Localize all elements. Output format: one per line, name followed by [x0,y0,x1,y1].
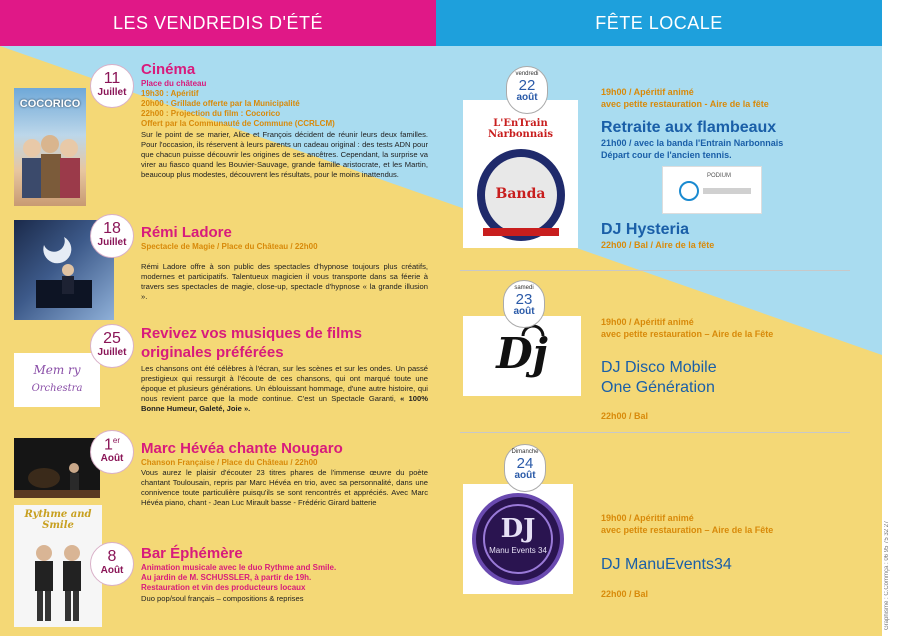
event-title-line-2: originales préférées [141,344,284,361]
date-badge-8-aout [90,542,134,586]
event-description [141,364,428,414]
date-month: août [513,306,535,317]
event-description: Rémi Ladore offre à son public des spectacles d'hypnose toujours plus créatifs, modernes et participatifs. Talentueux magicien il vous transporte dans sa féerie à travers ses spectacles de magie, close-up, spectacle d'hypnose « la grande illusion ». [141,262,428,301]
event-schedule-film: 22h00 : Projection du film : Cocorico [141,109,281,118]
event-aperitif-time: 19h00 / Apéritif animé [601,513,694,523]
date-badge-25-juillet [90,324,134,368]
marc-hevea-photo [14,438,100,498]
event-title-retraite: Retraite aux flambeaux [601,119,777,136]
event-details: Spectacle de Magie / Place du Château / 22h00 [141,242,318,251]
event-description: Vous aurez le plaisir d'écouter 23 titres phares de l'immense œuvre du poète chantant Toulousain, repris par Marc Hévéa en trio, avec sa personnalité, dans une connivence toute particulière puisqu'ils se sont rencontrés et appréciés. Avec Marc Hévéa piano, chant - Jean Luc Mirault basse - Frédéric Girard batterie [141,468,428,507]
dj-badge-title: DJ [500,514,536,544]
date-day: 24 [516,455,534,472]
date-day: 22 [518,77,536,94]
event-schedule-grillade: 20h00 : Grillade offerte par la Municipalité [141,99,300,108]
date-month: août [514,470,536,481]
event-bal-details: 22h00 / Bal [601,589,649,599]
event-title-line-2: One Génération [601,379,715,396]
date-badge-11-juillet [90,64,134,108]
date-day-number: 1 [103,436,113,454]
event-title-dj-hysteria: DJ Hysteria [601,221,690,238]
date-weekday: samedi [514,285,534,291]
rythme-and-smile-photo [14,505,102,627]
dj-badge-subtitle: Manu Events 34 [489,546,547,555]
event-retraite-departure: Départ cour de l'ancien tennis. [601,150,732,160]
event-aperitif-time: 19h00 / Apéritif animé [601,317,694,327]
date-badge-18-juillet [90,214,134,258]
poster-title: Rythme and Smile [24,509,92,531]
date-month: Juillet [97,347,127,358]
event-details-line-2: Au jardin de M. SCHUSSLER, à partir de 19h. [141,573,312,582]
date-badge-24-aout [504,444,546,492]
poster-people-illustration [14,88,86,206]
podium-logo [662,166,762,214]
date-day: 18 [103,220,121,237]
date-month: Juillet [97,87,127,98]
date-badge-1-aout [90,430,134,474]
dj-logo-text: Dj [496,329,548,378]
logo-line-1: Mem ry [33,363,81,377]
event-title-line-1: Revivez vos musiques de films [141,325,362,342]
event-sponsor: Offert par la Communauté de Commune (CCRLCM) [141,119,335,128]
event-title-marc-hevea: Marc Hévéa chante Nougaro [141,440,343,457]
date-day-suffix: er [112,436,121,445]
date-badge-23-aout [503,280,545,328]
graphic-credit: Graphisme : C.Commça : 06 95 75 32 27 [884,520,890,630]
date-month: Août [100,565,124,576]
event-aperitif-details: avec petite restauration – Aire de la Fête [601,329,774,339]
right-header-title: FÊTE LOCALE [595,12,723,33]
date-month: Juillet [97,237,127,248]
event-details-line-3: Restauration et vin des producteurs locaux [141,583,306,592]
event-bal-details: 22h00 / Bal [601,411,649,421]
event-description-text: Les chansons ont été célèbres à l'écran, sur les scènes et sur les ondes. Un passé prestigieux qui ressurgit à l'écoute de ces chansons, qui ont marqué toute une époque et plusieurs générations. Un éblouissant hommage, d'une autre histoire, qui nous revient parce que la mode continue. C'est un Spectacle Garanti, [141,364,428,403]
event-description: Sur le point de se marier, Alice et François décident de réunir leurs deux familles. Pour l'occasion, ils réservent à leurs parents un cadeau original : des tests ADN pour que chacun puisse découvrir les origines de ses ancêtres. Cependant, la surprise va virer au fiasco quand les Bouvier-Sauvage, grande famille aristocrate, et les Martin, beaucoup plus modestes, découvrent les résultats, pour le moins inattendus. [141,130,428,179]
date-day: 11 [103,70,121,87]
event-description-bold: « 100% Bonne Humeur, Galeté, Joie ». [141,394,428,413]
event-title-remi-ladore: Rémi Ladore [141,224,232,241]
logo-banda: Banda [495,186,546,202]
event-description: Duo pop/soul français – compositions & reprises [141,594,304,603]
headphones-icon [463,316,581,396]
date-weekday: Dimanche [511,449,539,455]
event-retraite-details: 21h00 / avec la banda l'Entrain Narbonnais [601,138,784,148]
left-header [0,0,436,46]
date-badge-22-aout [506,66,548,114]
date-day [91,437,133,453]
poster-title: COCORICO [19,98,81,110]
event-schedule-aperitif: 19h30 : Apéritif [141,89,199,98]
cocorico-poster [14,88,86,206]
event-title-line-1: DJ Disco Mobile [601,359,717,376]
date-month: Août [100,453,124,465]
section-divider [460,432,850,433]
section-divider [460,270,850,271]
logo-line-2: Orchestra [31,383,83,394]
event-title-cinema: Cinéma [141,61,196,78]
memory-orchestra-logo [14,353,100,407]
logo-title: L'EnTrain Narbonnais [488,118,553,140]
event-details: Chanson Française / Place du Château / 22h00 [141,458,318,467]
manu-events-logo [463,484,573,594]
right-header [436,0,882,46]
event-details-line-1: Animation musicale avec le duo Rythme and Smile. [141,563,337,572]
event-bal-details: 22h00 / Bal / Aire de la fête [601,240,715,250]
date-day: 8 [107,548,117,565]
event-aperitif-details: avec petite restauration - Aire de la fête [601,99,769,109]
event-location: Place du château [141,79,207,88]
entrain-narbonnais-logo [463,100,578,248]
date-weekday: vendredi [515,71,539,77]
dj-logo [463,316,581,396]
event-title-bar-ephemere: Bar Éphémère [141,545,243,562]
podium-label: PODIUM [707,173,731,179]
left-header-title: LES VENDREDIS D'ÉTÉ [113,12,323,33]
date-day: 25 [103,330,121,347]
event-aperitif-details: avec petite restauration – Aire de la Fête [601,525,774,535]
stage-illustration [14,438,100,498]
event-aperitif-time: 19h00 / Apéritif animé [601,87,694,97]
date-day: 23 [515,291,533,308]
date-month: août [516,92,538,103]
event-title-dj-manuevents: DJ ManuEvents34 [601,556,732,573]
